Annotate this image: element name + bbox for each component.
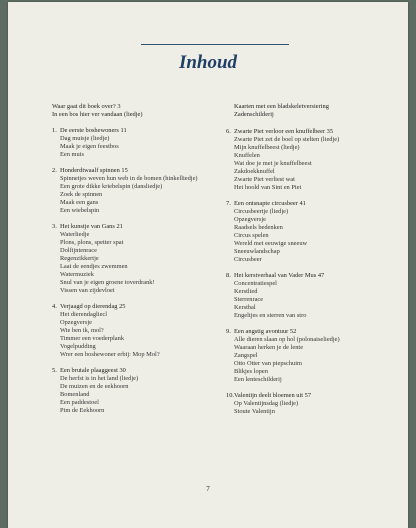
book-page: [8, 2, 408, 528]
chapter-item: Stoute Valentijn: [234, 407, 275, 415]
chapter: [226, 200, 401, 264]
chapter-item: Watermuziek: [60, 271, 94, 279]
chapter-item: Waaraan herken je de lente: [234, 344, 304, 351]
chapter: [52, 223, 224, 295]
chapter-item: Zakdoekknuffel: [234, 168, 275, 176]
right-chapter-list: [226, 128, 401, 416]
chapter-item: Een paddestoel: [60, 398, 99, 406]
chapter-items: [226, 136, 401, 192]
chapter-item: Regenzikkertje: [60, 254, 99, 262]
chapter-heading: [226, 328, 401, 336]
continuation-line: Zadenschilderij: [234, 111, 274, 119]
chapter-heading: [226, 128, 401, 136]
chapter-number: 2.: [52, 166, 57, 174]
chapter-item: Pim de Eekhoorn: [60, 406, 105, 414]
chapter-item: Circus spelen: [234, 232, 269, 240]
chapter-item: Circusbeertje (liedje): [234, 208, 289, 216]
chapter-items: [52, 231, 224, 295]
chapter-items: [226, 400, 401, 416]
chapter-item: Circusbeer: [234, 256, 262, 264]
chapter-item: Een wiebelspin: [60, 207, 100, 215]
chapter-item: Blikjes lopen: [234, 368, 268, 376]
chapter-item: Waterliedje: [60, 230, 90, 238]
chapter-title: Een ontsnapte circusbeer 41: [234, 200, 306, 208]
chapter-item: De muizen en de eekhoorn: [60, 382, 129, 390]
chapter-item: Een grote dikke kriebelspin (dansliedje): [60, 182, 163, 190]
chapter-item: Dolfijntenrace: [60, 246, 97, 254]
chapter-number: 8.: [226, 272, 231, 280]
chapter-title: De eerste boshewoners 11: [60, 127, 127, 135]
chapter-number: 4.: [52, 302, 57, 310]
chapter-items: [52, 311, 224, 359]
chapter-item: Maak een gans: [60, 199, 99, 207]
chapter-item: Kerstbal: [234, 304, 256, 312]
page-title: Inhoud: [178, 52, 238, 73]
chapter-item: Zangspel: [234, 352, 258, 360]
intro-line: In een bos hier ver vandaan (liedje): [52, 111, 143, 119]
chapter-item: Alle dieren slaan op hol (polonaiseliedje): [234, 335, 340, 343]
chapter-item: Een muis: [60, 151, 84, 159]
chapter-heading: [52, 167, 224, 175]
page-number: 7: [206, 485, 210, 493]
chapter-item: Vissen van zijdevloei: [60, 287, 115, 295]
chapter: [52, 167, 224, 215]
right-column: [226, 103, 401, 424]
chapter-item: Knuffelen: [234, 152, 260, 160]
chapter-item: Een lenteschilderij: [234, 376, 282, 384]
chapter-heading: [52, 223, 224, 231]
chapter-number: 10.: [226, 391, 234, 399]
chapter-item: Wie ben ik, mol?: [60, 326, 104, 334]
chapter-title: Het kerstverhaal van Vader Mus 47: [234, 272, 325, 280]
chapter-item: Zwarte Piet verliest wat: [234, 176, 295, 184]
chapter-title: Het kunstje van Gans 21: [60, 222, 123, 230]
chapter-title: Verjaagd op dierendag 25: [60, 302, 126, 310]
chapter-heading: [226, 272, 401, 280]
chapter-item: Mijn knuffelbeest (liedje): [234, 144, 300, 152]
chapter: [52, 127, 224, 159]
chapter-item: Sneeuwlandschap: [234, 248, 280, 256]
chapter-items: [52, 135, 224, 159]
chapter-items: [226, 336, 401, 384]
chapter: [226, 272, 401, 320]
chapter: [226, 328, 401, 384]
chapter-number: 9.: [226, 327, 231, 335]
chapter-number: 1.: [52, 127, 57, 135]
chapter-title: Een brutale plaaggeest 30: [60, 366, 126, 374]
chapter-item: Op Valentijnsdag (liedje): [234, 399, 299, 407]
chapter-item: Kerstlied: [234, 288, 258, 296]
chapter-item: Opzegversje: [234, 216, 266, 224]
chapter-items: [226, 280, 401, 320]
chapter-item: Laat de eendjes zwemmen: [60, 262, 128, 270]
left-column: [52, 103, 224, 423]
chapter-number: 7.: [226, 200, 231, 208]
chapter-title: Honderdtwaalf spinnen 15: [60, 166, 128, 174]
chapter-number: 6.: [226, 128, 231, 136]
chapter-item: Sterrenrace: [234, 296, 264, 304]
chapter-item: Zoek de spinnen: [60, 191, 103, 199]
chapter-title: Zwarte Piet verloor een knuffelbeer 35: [234, 128, 334, 136]
chapter-item: Wereld met eeuwige sneeuw: [234, 240, 308, 248]
chapter-items: [226, 208, 401, 264]
chapter: [52, 367, 224, 415]
chapter-items: [52, 175, 224, 215]
chapter-heading: [52, 367, 224, 375]
chapter-item: Het dierendagliecl: [60, 310, 108, 318]
chapter-number: 3.: [52, 222, 57, 230]
chapter-item: Dag muisje (liedje): [60, 135, 110, 143]
chapter-item: Zwarte Piet zet de boel op stelten (liedje): [234, 136, 340, 144]
chapter-item: Maak je eigen feestbos: [60, 143, 119, 151]
title-rule: [141, 44, 289, 45]
chapter-item: Wrer een boshewoner erbij: Mop Mol?: [60, 351, 160, 359]
left-chapter-list: [52, 127, 224, 415]
chapter-heading: [52, 127, 224, 135]
chapter: [52, 303, 224, 359]
chapter-item: Het hoold van Sint en Piet: [234, 184, 302, 192]
chapter-heading: [52, 303, 224, 311]
intro-block: [52, 103, 224, 119]
chapter-item: Spinnetjes weven hun web in de bomen (hinkelliedje): [60, 174, 198, 182]
chapter-item: Otto Otter van piepschuim: [234, 360, 302, 368]
chapter-heading: [226, 392, 401, 400]
chapter-item: Plons, plons, spetter spat: [60, 238, 124, 246]
continuation-line: Kaarten met een bladskeletversiering: [234, 103, 329, 110]
continuation-block: [226, 103, 401, 119]
chapter-item: Snul van je eigen groene toverdrank!: [60, 279, 155, 287]
chapter-title: Een angstig avontuur 52: [234, 327, 297, 335]
chapter-item: Vogelpudding: [60, 343, 96, 350]
chapter-item: Concentratiespel: [234, 280, 277, 288]
chapter-item: Opzegversje: [60, 318, 92, 326]
chapter-item: Raadsels bedenken: [234, 224, 283, 232]
chapter-number: 5.: [52, 366, 57, 374]
chapter-heading: [226, 200, 401, 208]
chapter: [226, 128, 401, 192]
chapter-items: [52, 375, 224, 415]
chapter-title: Valentijn deelt bloemen uit 57: [234, 391, 312, 399]
chapter-item: De herfst is in het land (liedje): [60, 374, 139, 382]
chapter-item: Timmer een voederplank: [60, 334, 125, 342]
chapter: [226, 392, 401, 416]
chapter-item: Wat doe je met je knuffelbeest: [234, 160, 312, 168]
chapter-item: Engeltjes en sterren van stro: [234, 312, 307, 320]
chapter-item: Bomenland: [60, 390, 90, 398]
intro-line: Waar gaat dit boek over? 3: [52, 103, 121, 110]
